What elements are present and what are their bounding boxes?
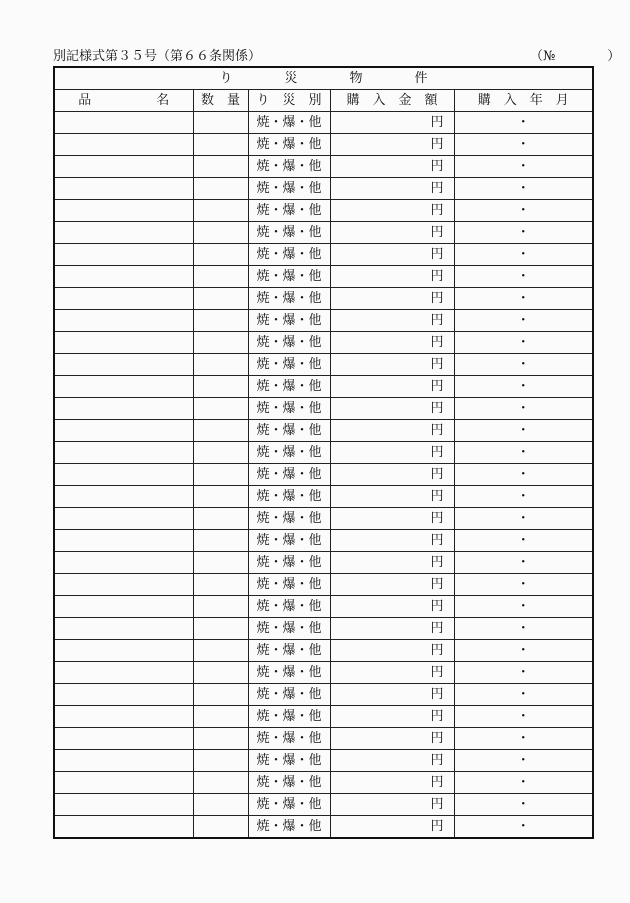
purchase-date-cell: ・ [454,816,593,839]
table-row [54,376,593,398]
item-name-cell [54,354,193,376]
purchase-date-cell: ・ [454,552,593,574]
item-name-cell [54,486,193,508]
purchase-date-cell: ・ [454,420,593,442]
table-row [54,618,593,640]
quantity-cell [193,662,248,684]
quantity-cell [193,530,248,552]
table-row [54,772,593,794]
purchase-date-cell: ・ [454,750,593,772]
purchase-date-cell: ・ [454,310,593,332]
form-label: 別記様式第３５号（第６６条関係） [53,49,262,64]
damage-category-cell: 焼・爆・他 [248,552,330,574]
table-row [54,288,593,310]
damage-category-cell: 焼・爆・他 [248,684,330,706]
purchase-price-cell: 円 [330,156,454,178]
purchase-price-cell: 円 [330,464,454,486]
purchase-date-cell: ・ [454,794,593,816]
quantity-cell [193,816,248,839]
item-name-cell [54,222,193,244]
quantity-cell [193,244,248,266]
item-name-cell [54,728,193,750]
quantity-cell [193,596,248,618]
damage-category-cell: 焼・爆・他 [248,640,330,662]
damage-category-cell: 焼・爆・他 [248,618,330,640]
table-row [54,266,593,288]
purchase-date-cell: ・ [454,640,593,662]
purchase-price-cell: 円 [330,442,454,464]
purchase-date-cell: ・ [454,244,593,266]
purchase-price-cell: 円 [330,376,454,398]
item-name-cell [54,178,193,200]
table-row [54,398,593,420]
purchase-price-cell: 円 [330,332,454,354]
quantity-cell [193,706,248,728]
quantity-cell [193,332,248,354]
purchase-price-cell: 円 [330,640,454,662]
header-quantity: 数 量 [193,90,248,112]
purchase-date-cell: ・ [454,332,593,354]
purchase-price-cell: 円 [330,596,454,618]
table-row [54,156,593,178]
damage-category-cell: 焼・爆・他 [248,244,330,266]
table-row [54,816,593,839]
item-name-cell [54,508,193,530]
table-row [54,530,593,552]
purchase-date-cell: ・ [454,618,593,640]
purchase-price-cell: 円 [330,266,454,288]
quantity-cell [193,508,248,530]
purchase-date-cell: ・ [454,178,593,200]
quantity-cell [193,684,248,706]
quantity-cell [193,288,248,310]
item-name-cell [54,266,193,288]
purchase-date-cell: ・ [454,156,593,178]
table-row [54,552,593,574]
quantity-cell [193,618,248,640]
item-name-cell [54,464,193,486]
table-row [54,200,593,222]
table-row [54,310,593,332]
purchase-date-cell: ・ [454,530,593,552]
item-name-cell [54,156,193,178]
damage-category-cell: 焼・爆・他 [248,332,330,354]
table-row [54,486,593,508]
damage-category-cell: 焼・爆・他 [248,486,330,508]
purchase-price-cell: 円 [330,794,454,816]
table-row [54,464,593,486]
purchase-price-cell: 円 [330,772,454,794]
table-row [54,354,593,376]
item-name-cell [54,684,193,706]
purchase-date-cell: ・ [454,200,593,222]
table-row [54,728,593,750]
table-row [54,684,593,706]
purchase-price-cell: 円 [330,420,454,442]
purchase-price-cell: 円 [330,288,454,310]
purchase-price-cell: 円 [330,618,454,640]
table-row [54,332,593,354]
quantity-cell [193,574,248,596]
form-number: （№ ） [530,49,621,64]
purchase-price-cell: 円 [330,684,454,706]
item-name-cell [54,310,193,332]
item-name-cell [54,112,193,134]
item-name-cell [54,332,193,354]
purchase-price-cell: 円 [330,200,454,222]
item-name-cell [54,376,193,398]
quantity-cell [193,398,248,420]
table-row [54,508,593,530]
quantity-cell [193,640,248,662]
quantity-cell [193,134,248,156]
item-name-cell [54,200,193,222]
quantity-cell [193,112,248,134]
item-name-cell [54,442,193,464]
item-name-cell [54,244,193,266]
item-name-cell [54,134,193,156]
item-name-cell [54,816,193,839]
damage-category-cell: 焼・爆・他 [248,706,330,728]
purchase-date-cell: ・ [454,134,593,156]
purchase-price-cell: 円 [330,244,454,266]
purchase-date-cell: ・ [454,486,593,508]
item-name-cell [54,772,193,794]
item-name-cell [54,574,193,596]
purchase-price-cell: 円 [330,750,454,772]
quantity-cell [193,178,248,200]
damage-category-cell: 焼・爆・他 [248,376,330,398]
damage-category-cell: 焼・爆・他 [248,442,330,464]
purchase-price-cell: 円 [330,574,454,596]
damage-category-cell: 焼・爆・他 [248,156,330,178]
purchase-price-cell: 円 [330,662,454,684]
purchase-date-cell: ・ [454,728,593,750]
table-row [54,596,593,618]
purchase-price-cell: 円 [330,178,454,200]
table-row [54,134,593,156]
header-item-name: 品 名 [54,90,193,112]
item-name-cell [54,640,193,662]
damage-category-cell: 焼・爆・他 [248,134,330,156]
damage-category-cell: 焼・爆・他 [248,530,330,552]
table-row [54,662,593,684]
purchase-price-cell: 円 [330,706,454,728]
damage-category-cell: 焼・爆・他 [248,112,330,134]
table-title: り 災 物 件 [54,67,593,90]
quantity-cell [193,464,248,486]
item-name-cell [54,618,193,640]
quantity-cell [193,310,248,332]
quantity-cell [193,266,248,288]
table-row [54,640,593,662]
damage-category-cell: 焼・爆・他 [248,816,330,839]
quantity-cell [193,222,248,244]
purchase-price-cell: 円 [330,310,454,332]
purchase-price-cell: 円 [330,530,454,552]
header-damage-category: り 災 別 [248,90,330,112]
table-row [54,222,593,244]
purchase-date-cell: ・ [454,354,593,376]
damage-category-cell: 焼・爆・他 [248,464,330,486]
quantity-cell [193,486,248,508]
purchase-price-cell: 円 [330,134,454,156]
damage-category-cell: 焼・爆・他 [248,354,330,376]
damage-category-cell: 焼・爆・他 [248,398,330,420]
purchase-date-cell: ・ [454,574,593,596]
purchase-date-cell: ・ [454,398,593,420]
damage-category-cell: 焼・爆・他 [248,266,330,288]
purchase-date-cell: ・ [454,596,593,618]
damage-category-cell: 焼・爆・他 [248,596,330,618]
item-name-cell [54,398,193,420]
table-row [54,574,593,596]
damage-category-cell: 焼・爆・他 [248,420,330,442]
item-name-cell [54,706,193,728]
purchase-price-cell: 円 [330,354,454,376]
item-name-cell [54,420,193,442]
damage-category-cell: 焼・爆・他 [248,728,330,750]
purchase-price-cell: 円 [330,816,454,839]
purchase-date-cell: ・ [454,442,593,464]
damage-category-cell: 焼・爆・他 [248,222,330,244]
table-body [54,112,593,839]
damage-category-cell: 焼・爆・他 [248,772,330,794]
header-purchase-price: 購 入 金 額 [330,90,454,112]
quantity-cell [193,552,248,574]
table-row [54,442,593,464]
purchase-date-cell: ・ [454,684,593,706]
quantity-cell [193,750,248,772]
purchase-price-cell: 円 [330,552,454,574]
purchase-date-cell: ・ [454,266,593,288]
purchase-price-cell: 円 [330,398,454,420]
purchase-price-cell: 円 [330,222,454,244]
quantity-cell [193,376,248,398]
item-name-cell [54,530,193,552]
purchase-date-cell: ・ [454,772,593,794]
table-row [54,420,593,442]
purchase-date-cell: ・ [454,706,593,728]
quantity-cell [193,156,248,178]
damage-category-cell: 焼・爆・他 [248,508,330,530]
purchase-price-cell: 円 [330,486,454,508]
quantity-cell [193,420,248,442]
quantity-cell [193,728,248,750]
table-row [54,706,593,728]
damage-category-cell: 焼・爆・他 [248,574,330,596]
damage-category-cell: 焼・爆・他 [248,200,330,222]
damage-category-cell: 焼・爆・他 [248,794,330,816]
purchase-date-cell: ・ [454,662,593,684]
item-name-cell [54,794,193,816]
purchase-date-cell: ・ [454,376,593,398]
table-row [54,178,593,200]
purchase-date-cell: ・ [454,112,593,134]
item-name-cell [54,288,193,310]
purchase-date-cell: ・ [454,508,593,530]
table-row [54,244,593,266]
purchase-price-cell: 円 [330,508,454,530]
purchase-date-cell: ・ [454,222,593,244]
quantity-cell [193,354,248,376]
item-name-cell [54,596,193,618]
damage-category-cell: 焼・爆・他 [248,288,330,310]
table-row [54,750,593,772]
table-row [54,794,593,816]
item-name-cell [54,750,193,772]
damage-category-cell: 焼・爆・他 [248,750,330,772]
quantity-cell [193,772,248,794]
quantity-cell [193,200,248,222]
quantity-cell [193,442,248,464]
damage-category-cell: 焼・爆・他 [248,178,330,200]
purchase-price-cell: 円 [330,112,454,134]
purchase-date-cell: ・ [454,288,593,310]
quantity-cell [193,794,248,816]
damaged-property-table [53,66,594,839]
purchase-price-cell: 円 [330,728,454,750]
damage-category-cell: 焼・爆・他 [248,310,330,332]
damage-category-cell: 焼・爆・他 [248,662,330,684]
purchase-date-cell: ・ [454,464,593,486]
item-name-cell [54,662,193,684]
item-name-cell [54,552,193,574]
table-row [54,112,593,134]
header-purchase-date: 購 入 年 月 [454,90,593,112]
